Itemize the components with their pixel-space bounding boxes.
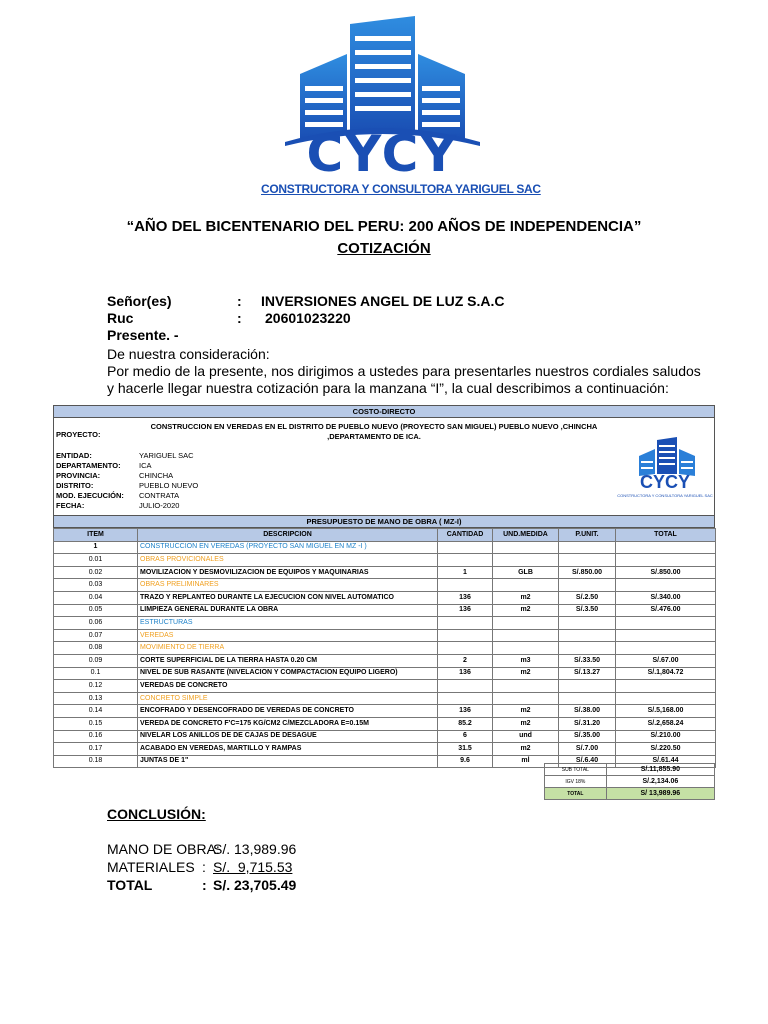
cell-cantidad: 9.6 (438, 755, 493, 768)
col-und-medida: UND.MEDIDA (493, 529, 559, 542)
cell-total (616, 617, 716, 630)
proyecto-value: CONSTRUCCION EN VEREDAS EN EL DISTRITO DE PUEBLO NUEVO (PROYECTO SAN MIGUEL) PUEBLO NUEVO ,CHINCHA ,DEPARTAMENTO DE ICA. (150, 422, 598, 441)
table-row (54, 604, 716, 617)
totals-label: IGV 18% (545, 776, 607, 788)
document-title: COTIZACIÓN (337, 240, 431, 257)
budget-table (53, 528, 716, 768)
table-row (54, 617, 716, 630)
totals-value: S/.11,855.90 (606, 764, 714, 776)
small-logo-company: CONSTRUCTORA Y CONSULTORA YARIGUEL SAC (617, 493, 713, 498)
cell-cantidad (438, 541, 493, 554)
cell-item: 0.17 (54, 743, 138, 756)
table-row (54, 566, 716, 579)
cell-total: S/.340.00 (616, 591, 716, 604)
cell-item: 0.01 (54, 554, 138, 567)
distrito-label: DISTRITO: (56, 481, 94, 490)
table-row (54, 579, 716, 592)
cell-descripcion: OBRAS PRELIMINARES (138, 579, 438, 592)
cell-total: S/.850.00 (616, 566, 716, 579)
cell-und-medida (493, 680, 559, 693)
totals-label: SUB TOTAL (545, 764, 607, 776)
col-item: ITEM (54, 529, 138, 542)
departamento-label: DEPARTAMENTO: (56, 461, 121, 470)
table-row (54, 680, 716, 693)
fecha-value: JULIO-2020 (139, 501, 180, 510)
cell-cantidad: 2 (438, 654, 493, 667)
provincia-value: CHINCHA (139, 471, 174, 480)
cell-total (616, 692, 716, 705)
cell-p-unit (559, 541, 616, 554)
totals-table (544, 763, 715, 800)
cell-item: 0.13 (54, 692, 138, 705)
totals-row (545, 788, 715, 800)
cell-cantidad (438, 629, 493, 642)
cell-item: 0.05 (54, 604, 138, 617)
table-row (54, 541, 716, 554)
cell-p-unit: S/.31.20 (559, 717, 616, 730)
year-title: “AÑO DEL BICENTENARIO DEL PERU: 200 AÑOS DE INDEPENDENCIA” (126, 218, 642, 235)
mano-de-obra-label: MANO DE OBRA: (107, 841, 220, 857)
table-row (54, 629, 716, 642)
cell-descripcion: OBRAS PROVICIONALES (138, 554, 438, 567)
cell-p-unit (559, 680, 616, 693)
cell-item: 0.1 (54, 667, 138, 680)
cell-total (616, 579, 716, 592)
senor-label: Señor(es) (107, 293, 172, 309)
totals-value: S/.2,134.06 (606, 776, 714, 788)
cell-item: 0.12 (54, 680, 138, 693)
cell-descripcion: ESTRUCTURAS (138, 617, 438, 630)
col-p-unit: P.UNIT. (559, 529, 616, 542)
presupuesto-header: PRESUPUESTO DE MANO DE OBRA ( MZ-I) (53, 515, 715, 528)
provincia-label: PROVINCIA: (56, 471, 101, 480)
logo-brand: CYCY (306, 125, 459, 183)
cell-p-unit: S/.33.50 (559, 654, 616, 667)
cell-cantidad (438, 554, 493, 567)
totals-row (545, 764, 715, 776)
cell-item: 0.09 (54, 654, 138, 667)
ruc-colon: : (237, 310, 242, 326)
cell-und-medida (493, 642, 559, 655)
cell-descripcion: VEREDAS (138, 629, 438, 642)
greeting-line: De nuestra consideración: (107, 346, 270, 362)
materiales-colon: : (202, 859, 206, 875)
budget-table-header (54, 529, 716, 542)
cell-und-medida: m2 (493, 591, 559, 604)
cell-p-unit (559, 579, 616, 592)
cell-und-medida: und (493, 730, 559, 743)
cell-cantidad (438, 642, 493, 655)
cell-cantidad: 136 (438, 604, 493, 617)
proyecto-label: PROYECTO: (56, 430, 101, 439)
cell-p-unit: S/.38.00 (559, 705, 616, 718)
cell-total (616, 680, 716, 693)
cell-und-medida: m2 (493, 604, 559, 617)
cell-item: 0.14 (54, 705, 138, 718)
cell-descripcion: TRAZO Y REPLANTEO DURANTE LA EJECUCION CON NIVEL AUTOMATICO (138, 591, 438, 604)
cell-item: 0.16 (54, 730, 138, 743)
cell-und-medida: GLB (493, 566, 559, 579)
cell-p-unit (559, 617, 616, 630)
cell-item: 0.08 (54, 642, 138, 655)
table-row (54, 667, 716, 680)
materiales-value: S/. 9,715.53 (213, 859, 293, 875)
cell-p-unit (559, 692, 616, 705)
cell-total: S/.61.44 (616, 755, 716, 768)
cell-p-unit: S/.3.50 (559, 604, 616, 617)
cell-descripcion: NIVELAR LOS ANILLOS DE DE CAJAS DE DESAGUE (138, 730, 438, 743)
cell-descripcion: LIMPIEZA GENERAL DURANTE LA OBRA (138, 604, 438, 617)
total-colon: : (202, 877, 207, 893)
small-company-logo (619, 436, 711, 504)
cell-p-unit: S/.13.27 (559, 667, 616, 680)
cell-p-unit (559, 554, 616, 567)
cell-cantidad (438, 692, 493, 705)
cell-descripcion: ENCOFRADO Y DESENCOFRADO DE VEREDAS DE CONCRETO (138, 705, 438, 718)
cell-total (616, 554, 716, 567)
table-row (54, 642, 716, 655)
table-row (54, 743, 716, 756)
cell-item: 0.07 (54, 629, 138, 642)
ruc-label: Ruc (107, 310, 134, 326)
cell-p-unit (559, 629, 616, 642)
cell-und-medida: m2 (493, 705, 559, 718)
cell-cantidad: 136 (438, 591, 493, 604)
cell-descripcion: VEREDA DE CONCRETO F'C=175 KG/CM2 C/MEZCLADORA E=0.15M (138, 717, 438, 730)
col-descripcion: DESCRIPCION (138, 529, 438, 542)
senor-value: INVERSIONES ANGEL DE LUZ S.A.C (261, 293, 505, 309)
conclusion-title: CONCLUSIÓN: (107, 806, 206, 822)
cell-und-medida (493, 629, 559, 642)
company-logo (255, 14, 541, 200)
cell-total (616, 541, 716, 554)
totals-row (545, 776, 715, 788)
materiales-label: MATERIALES (107, 859, 195, 875)
table-row (54, 654, 716, 667)
cell-descripcion: JUNTAS DE 1" (138, 755, 438, 768)
project-info-box (53, 418, 715, 528)
cell-p-unit: S/.6.40 (559, 755, 616, 768)
cell-total: S/.5,168.00 (616, 705, 716, 718)
table-row (54, 692, 716, 705)
cell-total: S/.476.00 (616, 604, 716, 617)
cell-item: 0.03 (54, 579, 138, 592)
cell-und-medida: ml (493, 755, 559, 768)
table-row (54, 730, 716, 743)
cell-descripcion: CONSTRUCCION EN VEREDAS (PROYECTO SAN MIGUEL EN MZ -I ) (138, 541, 438, 554)
cell-und-medida (493, 579, 559, 592)
cell-descripcion: CONCRETO SIMPLE (138, 692, 438, 705)
cell-p-unit: S/.2.50 (559, 591, 616, 604)
table-row (54, 591, 716, 604)
totals-value: S/ 13,989.96 (606, 788, 714, 800)
cell-item: 0.18 (54, 755, 138, 768)
cell-total (616, 642, 716, 655)
cell-p-unit: S/.850.00 (559, 566, 616, 579)
cell-und-medida: m2 (493, 667, 559, 680)
table-row (54, 554, 716, 567)
mod-ejecucion-label: MOD. EJECUCIÓN: (56, 491, 124, 500)
cell-p-unit: S/.35.00 (559, 730, 616, 743)
cell-total: S/.1,804.72 (616, 667, 716, 680)
cell-total (616, 629, 716, 642)
table-row (54, 705, 716, 718)
cell-und-medida (493, 692, 559, 705)
quotation-sheet (53, 405, 715, 802)
distrito-value: PUEBLO NUEVO (139, 481, 199, 490)
cell-cantidad: 1 (438, 566, 493, 579)
cell-cantidad: 6 (438, 730, 493, 743)
entidad-label: ENTIDAD: (56, 451, 92, 460)
costo-directo-header: COSTO-DIRECTO (53, 405, 715, 418)
logo-company-name: CONSTRUCTORA Y CONSULTORA YARIGUEL SAC (261, 182, 541, 196)
cell-item: 0.02 (54, 566, 138, 579)
cell-und-medida (493, 554, 559, 567)
presente-label: Presente. - (107, 327, 179, 343)
intro-paragraph: Por medio de la presente, nos dirigimos a ustedes para presentarles nuestros cordiales saludos y hacerle llegar nuestra cotización para la manzana “I”, la cual describimos a continuación: (107, 363, 701, 396)
cell-total: S/.67.00 (616, 654, 716, 667)
cell-cantidad (438, 680, 493, 693)
cell-cantidad: 31.5 (438, 743, 493, 756)
cell-total: S/.220.50 (616, 743, 716, 756)
cell-total: S/.210.00 (616, 730, 716, 743)
cell-item: 0.15 (54, 717, 138, 730)
cell-descripcion: ACABADO EN VEREDAS, MARTILLO Y RAMPAS (138, 743, 438, 756)
cell-item: 1 (54, 541, 138, 554)
total-value: S/. 23,705.49 (213, 877, 297, 893)
cell-total: S/.2,658.24 (616, 717, 716, 730)
cell-descripcion: MOVILIZACION Y DESMOVILIZACION DE EQUIPOS Y MAQUINARIAS (138, 566, 438, 579)
col-total: TOTAL (616, 529, 716, 542)
cell-item: 0.04 (54, 591, 138, 604)
departamento-value: ICA (139, 461, 152, 470)
cell-und-medida (493, 541, 559, 554)
cell-descripcion: CORTE SUPERFICIAL DE LA TIERRA HASTA 0.20 CM (138, 654, 438, 667)
cell-descripcion: VEREDAS DE CONCRETO (138, 680, 438, 693)
entidad-value: YARIGUEL SAC (139, 451, 194, 460)
mano-de-obra-value: S/. 13,989.96 (213, 841, 297, 857)
cell-p-unit: S/.7.00 (559, 743, 616, 756)
cell-cantidad: 136 (438, 667, 493, 680)
cell-cantidad (438, 579, 493, 592)
ruc-value: 20601023220 (265, 310, 351, 326)
total-label: TOTAL (107, 877, 153, 893)
cell-cantidad: 136 (438, 705, 493, 718)
table-row (54, 717, 716, 730)
cell-cantidad (438, 617, 493, 630)
mod-ejecucion-value: CONTRATA (139, 491, 180, 500)
col-cantidad: CANTIDAD (438, 529, 493, 542)
cell-und-medida: m2 (493, 717, 559, 730)
cell-descripcion: NIVEL DE SUB RASANTE (NIVELACION Y COMPACTACION EQUIPO LIGERO) (138, 667, 438, 680)
fecha-label: FECHA: (56, 501, 85, 510)
cell-descripcion: MOVIMIENTO DE TIERRA (138, 642, 438, 655)
senor-colon: : (237, 293, 242, 309)
cell-und-medida: m2 (493, 743, 559, 756)
cell-cantidad: 85.2 (438, 717, 493, 730)
cell-p-unit (559, 642, 616, 655)
small-logo-brand: CYCY (639, 472, 690, 492)
cell-und-medida: m3 (493, 654, 559, 667)
cell-und-medida (493, 617, 559, 630)
totals-label: TOTAL (545, 788, 607, 800)
cell-item: 0.06 (54, 617, 138, 630)
